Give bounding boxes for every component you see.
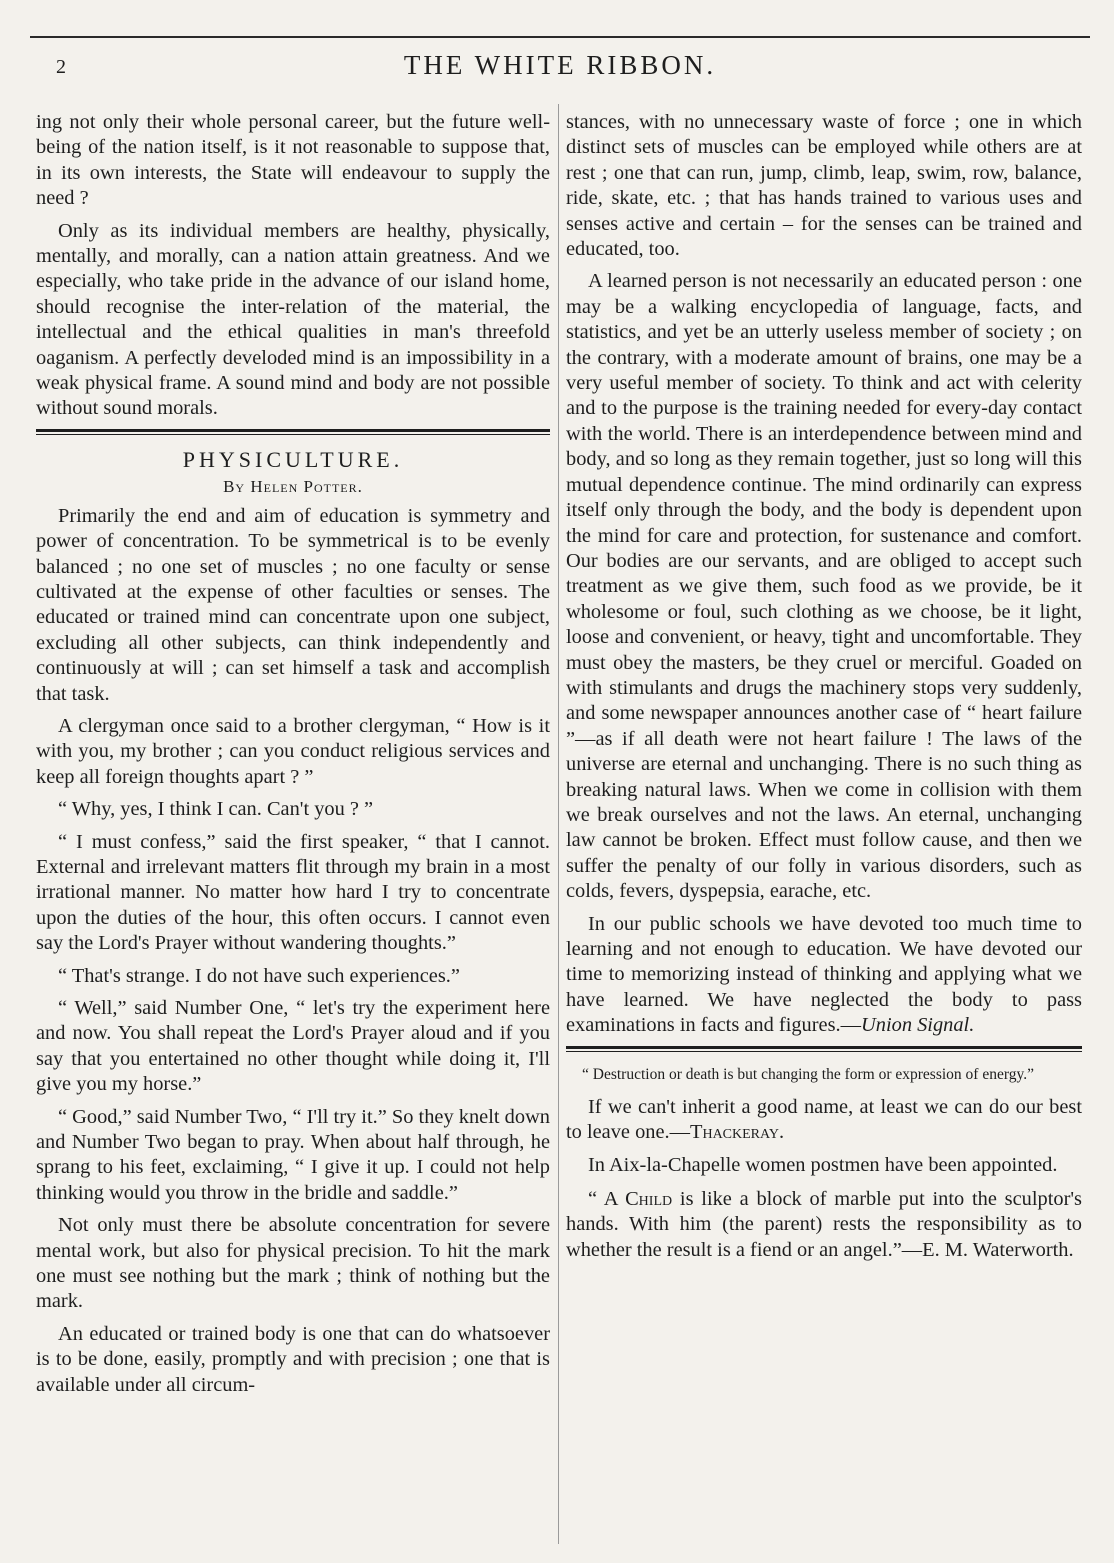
paragraph: stances, with no unnecessary waste of force ; one in which distinct sets of muscles can be employed while others are at rest ; one that can run, jump, climb, leap, swim, row, balance, ride, skate, etc. ; that has hands trained to various uses and senses active and certain – for the senses can be trained and educated, too.: [566, 111, 1082, 261]
page-header: [30, 36, 1090, 98]
paragraph: “ Why, yes, I think I can. Can't you ? ”: [58, 798, 374, 821]
paragraph: Not only must there be absolute concentration for severe mental work, but also for physical precision. To hit the mark one must see nothing but the mark ; think of nothing but the mark.: [36, 1214, 550, 1313]
filler-rest: is like a block of marble put into the sculptor's hands. With him (the parent) rests the responsibility as to whether the result is a fiend or an angel.”—E. M. Waterworth.: [566, 1187, 1082, 1261]
column-divider: [558, 104, 559, 1544]
paragraph: Primarily the end and aim of education is symmetry and power of concentration. To be symmetrical is to be evenly balanced ; no one set of muscles ; no one faculty or sense cultivated at the expense of other faculties or senses. The educated or trained mind can concentrate upon one subject, excluding all other subjects, can think independently and continuously at will ; can set himself a task and accomplish that task.: [36, 504, 550, 705]
paragraph: “ That's strange. I do not have such experiences.”: [58, 964, 460, 987]
paragraph: “ Well,” said Number One, “ let's try the experiment here and now. You shall repeat the Lord's Prayer aloud and if you say that you entertained no other thought while doing it, I'll give you my horse.”: [36, 997, 550, 1096]
right-column: [566, 110, 1082, 1270]
quote: “ Destruction or death is but changing the form or expression of energy.”: [582, 1065, 1034, 1083]
left-column: [36, 110, 550, 1405]
paragraph: A clergyman once said to a brother clergyman, “ How is it with you, my brother ; can you conduct religious services and keep all foreign thoughts apart ? ”: [36, 714, 550, 788]
paragraph: An educated or trained body is one that can do whatsoever is to be done, easily, promptly and with precision ; one that is available under all circum-: [36, 1322, 550, 1396]
page-number: 2: [56, 56, 66, 78]
filler-item: [566, 1095, 1082, 1146]
filler-item: [566, 1187, 1082, 1263]
section-rule: [566, 1046, 1082, 1052]
paragraph-text: In our public schools we have devoted too much time to learning and not enough to education. We have devoted our time to memorizing instead of thinking and applying what we have learned. We have neglected the body to pass examinations in facts and figures.—: [566, 912, 1082, 1037]
paragraph: Only as its individual members are healthy, physically, mentally, and morally, can a nation attain greatness. And we especially, who take pride in the advance of our island home, should recognise the inter-relation of the material, the intellectual and the ethical qualities in man's threefold oaganism. A perfectly develoded mind is an impossibility in a weak physical frame. A sound mind and body are not possible without sound morals.: [36, 219, 550, 420]
article-title: PHYSICULTURE.: [182, 446, 404, 472]
filler-author: Thackeray.: [690, 1121, 785, 1144]
section-rule: [36, 429, 550, 435]
filler-keyword: Child: [625, 1187, 673, 1210]
filler-text: If we can't inherit a good name, at least we can do our best to leave one.—: [566, 1095, 1082, 1144]
paragraph: A learned person is not necessarily an educated person : one may be a walking encyclopedia of language, facts, and statistics, and yet be an utterly useless member of society ; on the contrary, with a moderate amount of brains, one may be a very useful member of society. To think and act with celerity and to the purpose is the training needed for every-day contact with the world. There is an interdependence between mind and body, and so long as they remain together, just so long will this mutual dependence continue. The mind ordinarily can express itself only through the body, and the body is dependent upon the mind for care and protection, for sustenance and comfort. Our bodies are our servants, and are obliged to accept such treatment as we give them, such food as we provide, be it wholesome or foul, such clothing as we choose, be it light, loose and convenient, or heavy, tight and uncomfortable. They must obey the masters, be they cruel or merciful. Goaded on with stimulants and drugs the machinery stops very suddenly, and some newspaper announces another case of “ heart failure ”—as if all death were not heart failure ! The laws of the universe are eternal and unchanging. There is no such thing as breaking natural laws. When we come in collision with them we break ourselves and not the laws. An eternal, unchanging law cannot be broken. Effect must follow cause, and then we suffer the penalty of our folly in various disorders, such as colds, fevers, dyspepsia, earache, etc.: [566, 270, 1082, 903]
paragraph: “ Good,” said Number Two, “ I'll try it.” So they knelt down and Number Two began to pray. When about half through, he sprang to his feet, exclaiming, “ I give it up. I could not help thinking would you throw in the bridle and saddle.”: [36, 1105, 550, 1204]
paragraph: ing not only their whole personal career, but the future well-being of the nation itself, is it not reasonable to suppose that, in its own interests, the State will endeavour to supply the need ?: [36, 111, 550, 210]
filler-open: “ A: [588, 1187, 626, 1210]
source-citation: Union Signal.: [861, 1014, 975, 1037]
paragraph: [566, 912, 1082, 1039]
masthead-title: THE WHITE RIBBON.: [403, 50, 717, 80]
paragraph: “ I must confess,” said the first speaker, “ that I cannot. External and irrelevant matters flit through my brain in a most irrational manner. No matter how hard I try to concentrate upon the duties of the hour, this often occurs. I cannot even say the Lord's Prayer without wandering thoughts.”: [36, 830, 550, 955]
byline-author: Helen Potter.: [250, 477, 363, 497]
byline: [36, 474, 550, 499]
byline-by: By: [223, 477, 246, 497]
filler-item: In Aix-la-Chapelle women postmen have been appointed.: [588, 1154, 1058, 1177]
